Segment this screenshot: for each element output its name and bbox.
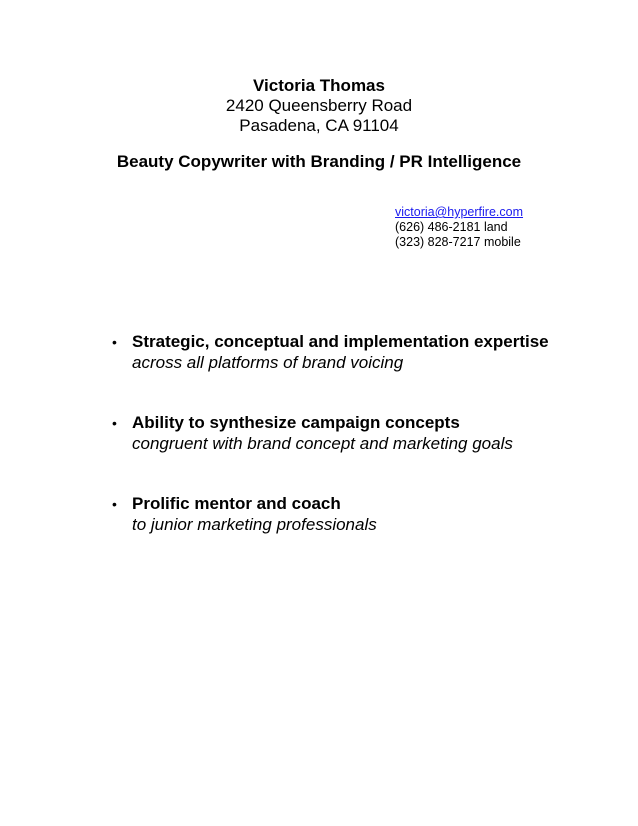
highlight-title: Strategic, conceptual and implementation expertise xyxy=(132,332,549,351)
highlight-subtitle: across all platforms of brand voicing xyxy=(132,353,404,372)
phone-land: (626) 486-2181 land xyxy=(395,220,508,234)
header-block xyxy=(0,76,638,136)
list-item xyxy=(112,331,612,373)
highlight-subtitle: to junior marketing professionals xyxy=(132,515,377,534)
address-line-2: Pasadena, CA 91104 xyxy=(239,116,399,135)
person-name: Victoria Thomas xyxy=(253,76,385,95)
highlights-list xyxy=(112,331,612,574)
resume-headline: Beauty Copywriter with Branding / PR Intelligence xyxy=(116,152,522,171)
bullet-icon: • xyxy=(112,496,117,512)
phone-mobile: (323) 828-7217 mobile xyxy=(395,235,521,249)
bullet-icon: • xyxy=(112,334,117,350)
bullet-icon: • xyxy=(112,415,117,431)
highlight-title: Prolific mentor and coach xyxy=(132,494,341,513)
highlight-title: Ability to synthesize campaign concepts xyxy=(132,413,460,432)
contact-block xyxy=(395,205,523,250)
list-item xyxy=(112,493,612,535)
address-line-1: 2420 Queensberry Road xyxy=(225,96,413,115)
list-item xyxy=(112,412,612,454)
highlight-subtitle: congruent with brand concept and marketing goals xyxy=(132,434,513,453)
email-link[interactable]: victoria@hyperfire.com xyxy=(395,205,524,219)
